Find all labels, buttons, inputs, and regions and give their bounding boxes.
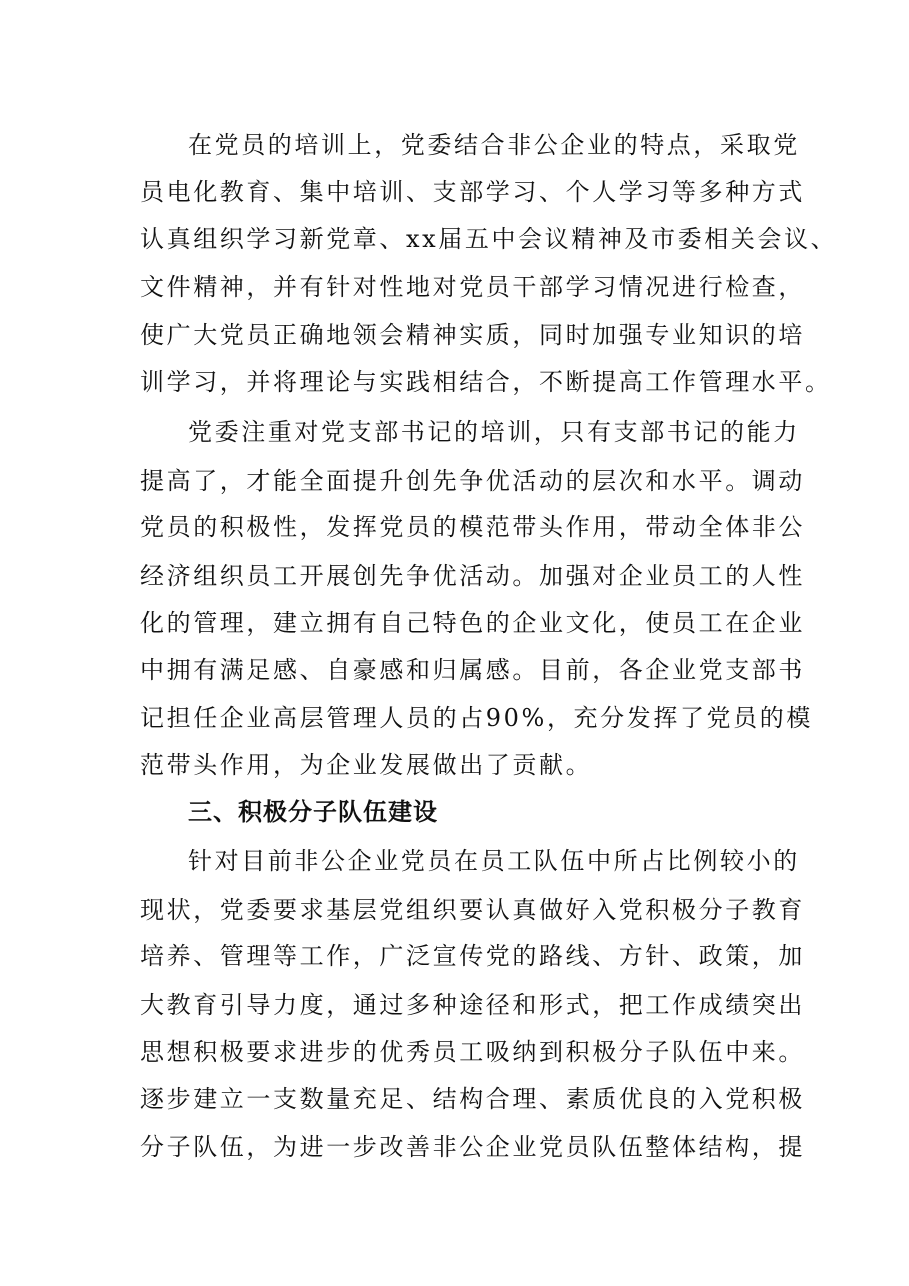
paragraph-line: 范带头作用，为企业发展做出了贡献。	[140, 751, 593, 779]
paragraph-line: 提高了，才能全面提升创先争优活动的层次和水平。调动	[140, 467, 805, 495]
paragraph-line: 培养、管理等工作，广泛宣传党的路线、方针、政策，加	[140, 942, 805, 970]
paragraph-line: 在党员的培训上，党委结合非公企业的特点，采取党	[188, 131, 800, 159]
paragraph-line: 逐步建立一支数量充足、结构合理、素质优良的入党积极	[140, 1085, 805, 1113]
paragraph-line: 化的管理，建立拥有自己特色的企业文化，使员工在企业	[140, 609, 805, 637]
paragraph-line: 现状，党委要求基层党组织要认真做好入党积极分子教育	[140, 896, 805, 924]
paragraph-line: 训学习，并将理论与实践相结合，不断提高工作管理水平。	[140, 368, 832, 396]
paragraph-line: 使广大党员正确地领会精神实质，同时加强专业知识的培	[140, 321, 805, 349]
paragraph-line: 记担任企业高层管理人员的占90%，充分发挥了党员的模	[140, 704, 813, 732]
paragraph-line: 认真组织学习新党章、xx届五中会议精神及市委相关会议、	[140, 225, 838, 253]
paragraph-line: 党员的积极性，发挥党员的模范带头作用，带动全体非公	[140, 513, 805, 541]
paragraph-line: 分子队伍，为进一步改善非公企业党员队伍整体结构，提	[140, 1133, 805, 1161]
paragraph-line: 员电化教育、集中培训、支部学习、个人学习等多种方式	[140, 178, 805, 206]
paragraph-line: 中拥有满足感、自豪感和归属感。目前，各企业党支部书	[140, 656, 805, 684]
paragraph-line: 文件精神，并有针对性地对党员干部学习情况进行检查，	[140, 273, 805, 301]
paragraph-line: 党委注重对党支部书记的培训，只有支部书记的能力	[188, 418, 800, 446]
section-heading: 三、积极分子队伍建设	[188, 798, 438, 826]
paragraph-line: 经济组织员工开展创先争优活动。加强对企业员工的人性	[140, 562, 805, 590]
paragraph-line: 针对目前非公企业党员在员工队伍中所占比例较小的	[188, 847, 800, 875]
paragraph-line: 思想积极要求进步的优秀员工吸纳到积极分子队伍中来。	[140, 1038, 805, 1066]
paragraph-line: 大教育引导力度，通过多种途径和形式，把工作成绩突出	[140, 991, 805, 1019]
